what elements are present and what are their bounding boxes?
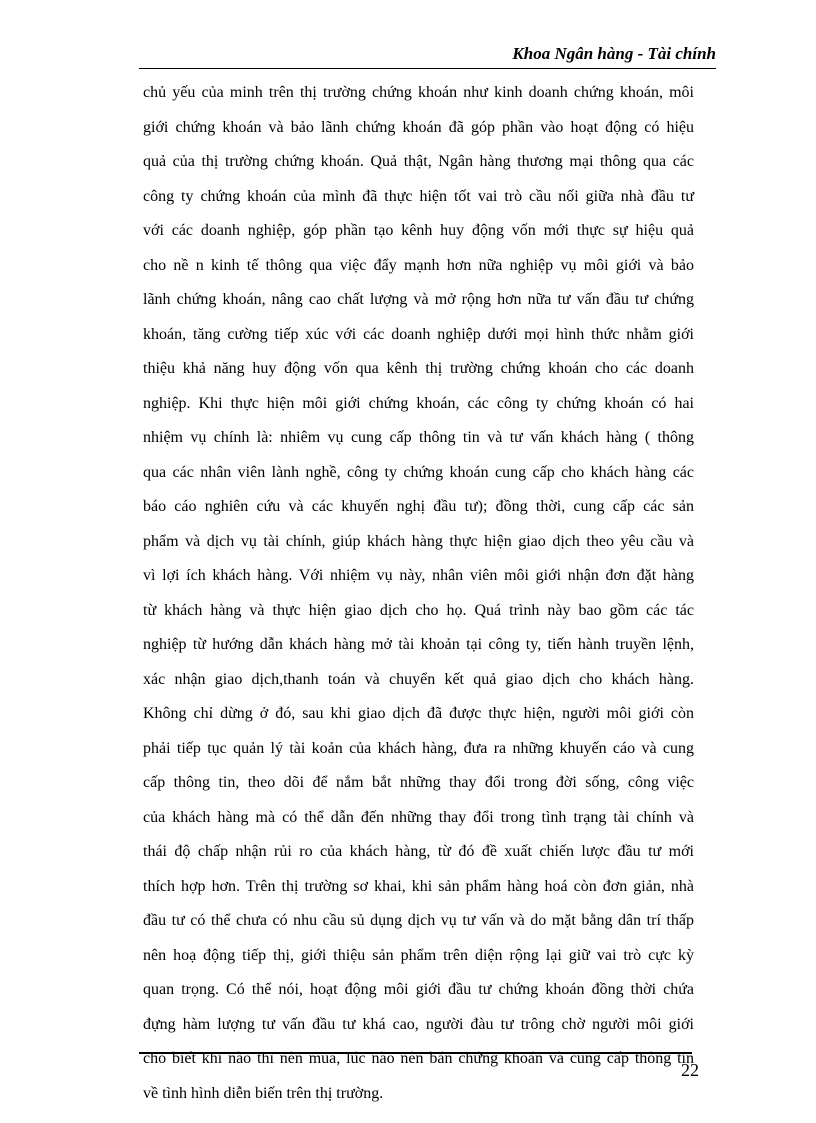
body-paragraph	[143, 76, 694, 1111]
header-divider	[139, 68, 716, 69]
text-line: báo cáo nghiên cứu và các khuyến nghị đầu tư); đồng thời, cung cấp các sản	[143, 498, 694, 515]
text-line: lãnh chứng khoán, nâng cao chất lượng và mở rộng hơn nữa tư vấn đầu tư chứng	[143, 291, 694, 308]
text-line: đựng hàm lượng tư vấn đầu tư khá cao, người đàu tư trông chờ người môi giới	[143, 1015, 694, 1033]
text-line: với các doanh nghiệp, góp phần tạo kênh huy động vốn mới thực sự hiệu quả	[143, 222, 694, 239]
text-line: đầu tư có thể chưa có nhu cầu sủ dụng dịch vụ tư vấn và do mặt bằng dân trí thấp	[143, 912, 694, 929]
text-line: nghiệp. Khi thực hiện môi giới chứng khoán, các công ty chứng khoán có hai	[143, 394, 694, 412]
text-line: của khách hàng mà có thể dẫn đến những thay đổi trong tình trạng tài chính và	[143, 808, 694, 826]
text-line: thiệu khả năng huy động vốn qua kênh thị trường chứng khoán cho các doanh	[143, 360, 694, 377]
text-line: nên hoạ động tiếp thị, giới thiệu sản phẩm trên diện rộng lại giữ vai trò cực kỳ	[143, 946, 694, 964]
text-line: quả của thị trường chứng khoán. Quả thật, Ngân hàng thương mại thông qua các	[143, 153, 694, 170]
text-line: từ khách hàng và thực hiện giao dịch cho họ. Quá trình này bao gồm các tác	[143, 601, 694, 619]
text-line: qua các nhân viên lành nghề, công ty chứng khoán cung cấp cho khách hàng các	[143, 463, 694, 481]
text-line: cho biết khi nào thì nên mua, lúc nào nên bán chứng khoán và cung cấp thông tin	[143, 1050, 694, 1067]
text-line: xác nhận giao dịch,thanh toán và chuyển kết quả giao dịch cho khách hàng.	[143, 670, 694, 688]
text-line: giới chứng khoán và bảo lãnh chứng khoán đã góp phần vào hoạt động có hiệu	[143, 118, 694, 136]
text-line: thích hợp hơn. Trên thị trường sơ khai, khi sản phẩm hàng hoá còn đơn giản, nhà	[143, 877, 694, 895]
page-number: 22	[681, 1060, 699, 1080]
text-line: chủ yếu của minh trên thị trường chứng khoán như kinh doanh chứng khoán, môi	[143, 84, 694, 101]
header-title: Khoa Ngân hàng - Tài chính	[512, 44, 716, 63]
text-line: nghiệp từ hướng dẫn khách hàng mở tài khoản tại công ty, tiến hành truyền lệnh,	[143, 636, 694, 653]
text-line: về tình hình diễn biến trên thị trường.	[143, 1084, 384, 1102]
text-line: công ty chứng khoán của mình đã thực hiện tốt vai trò cầu nối giữa nhà đầu tư	[143, 187, 694, 205]
text-line: cho nề n kinh tế thông qua việc đẩy mạnh hơn nữa nghiệp vụ môi giới và bảo	[143, 256, 694, 274]
text-line: vì lợi ích khách hàng. Với nhiệm vụ này, nhân viên môi giới nhận đơn đặt hàng	[143, 567, 694, 584]
text-line: khoán, tăng cường tiếp xúc với các doanh nghiệp dưới mọi hình thức nhằm giới	[143, 325, 694, 343]
text-line: nhiệm vụ chính là: nhiêm vụ cung cấp thông tin và tư vấn khách hàng ( thông	[143, 429, 694, 446]
text-line: cấp thông tin, theo dõi để nắm bắt những thay đổi trong đời sống, công việc	[143, 774, 694, 791]
footer-divider	[139, 1052, 692, 1054]
text-line: phải tiếp tục quản lý tài koản của khách hàng, đưa ra những khuyến cáo và cung	[143, 739, 694, 757]
text-line: phẩm và dịch vụ tài chính, giúp khách hàng thực hiện giao dịch theo yêu cầu và	[143, 532, 694, 550]
text-line: quan trọng. Có thể nói, hoạt động môi giới đầu tư chứng khoán đồng thời chứa	[143, 981, 694, 998]
text-line: thái độ chấp nhận rủi ro của khách hàng, từ đó đề xuất chiến lược đầu tư mới	[143, 843, 694, 860]
text-line: Không chỉ dừng ở đó, sau khi giao dịch đã được thực hiện, người môi giới còn	[143, 705, 694, 722]
